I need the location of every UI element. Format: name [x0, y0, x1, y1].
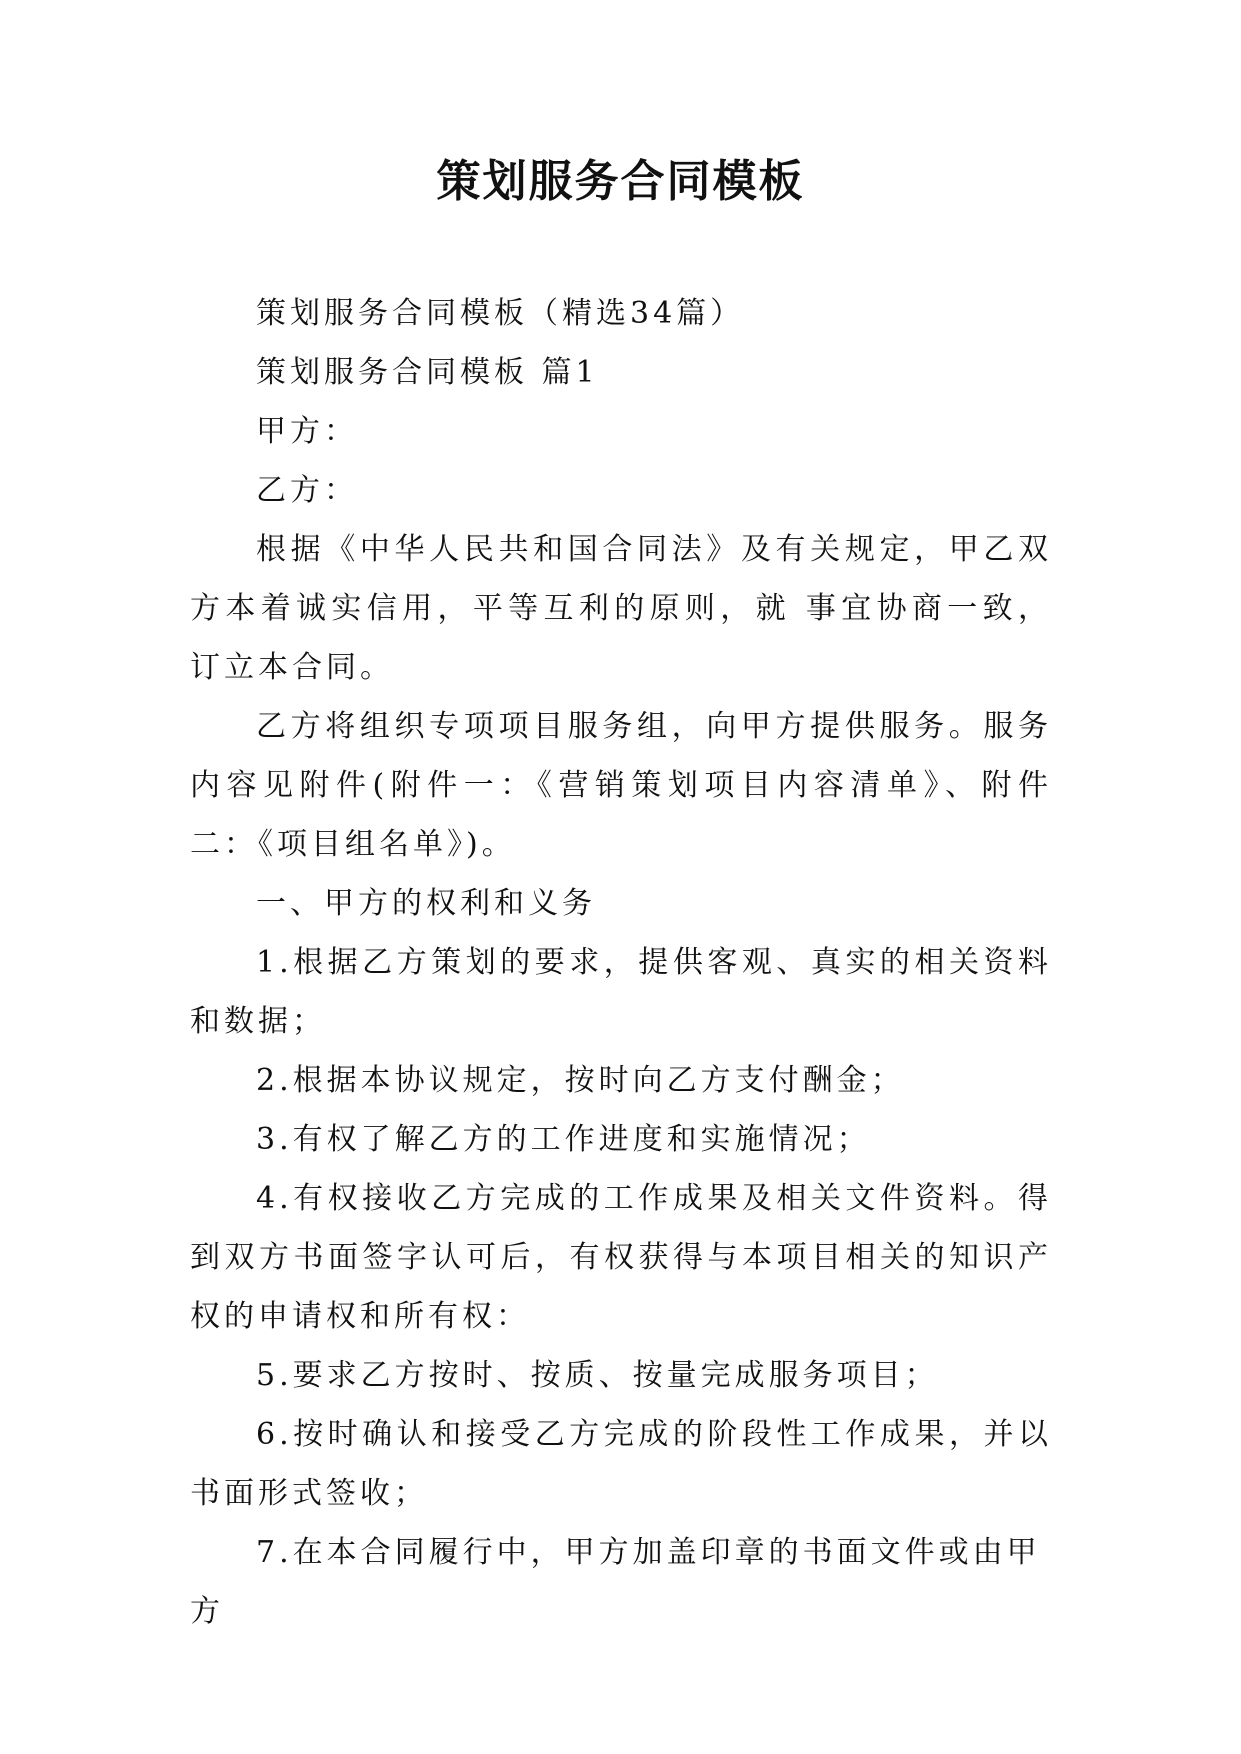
paragraph-party-b: 乙方：: [256, 473, 358, 508]
paragraph-subtitle: 策划服务合同模板（精选34篇）: [256, 296, 745, 331]
paragraph-item-1: 1.根据乙方策划的要求，提供客观、真实的相关资料和数据；: [190, 945, 1052, 1039]
paragraph-item-7: 7.在本合同履行中，甲方加盖印章的书面文件或由甲方: [190, 1535, 1041, 1629]
paragraph-preamble: 根据《中华人民共和国合同法》及有关规定，甲乙双方本着诚实信用，平等互利的原则，就 事宜协商一致，订立本合同。: [190, 532, 1052, 685]
paragraph-item-3: 3.有权了解乙方的工作进度和实施情况；: [256, 1122, 871, 1157]
paragraph-item-2: 2.根据本协议规定，按时向乙方支付酬金；: [256, 1063, 905, 1098]
paragraph-service-scope: 乙方将组织专项项目服务组，向甲方提供服务。服务内容见附件(附件一：《营销策划项目内容清单》、附件二：《项目组名单》)。: [190, 709, 1052, 862]
paragraph-item-6: 6.按时确认和接受乙方完成的阶段性工作成果，并以书面形式签收；: [190, 1417, 1052, 1511]
paragraph-clause-heading: 一、甲方的权利和义务: [256, 886, 596, 921]
document-body: [190, 284, 1052, 1641]
paragraph-item-5: 5.要求乙方按时、按质、按量完成服务项目；: [256, 1358, 939, 1393]
document-title: 策划服务合同模板: [436, 156, 805, 207]
paragraph-item-4: 4.有权接收乙方完成的工作成果及相关文件资料。得到双方书面签字认可后，有权获得与本项目相关的知识产权的申请权和所有权：: [190, 1181, 1052, 1334]
paragraph-party-a: 甲方：: [256, 414, 358, 449]
paragraph-section-heading: 策划服务合同模板 篇1: [256, 355, 599, 390]
